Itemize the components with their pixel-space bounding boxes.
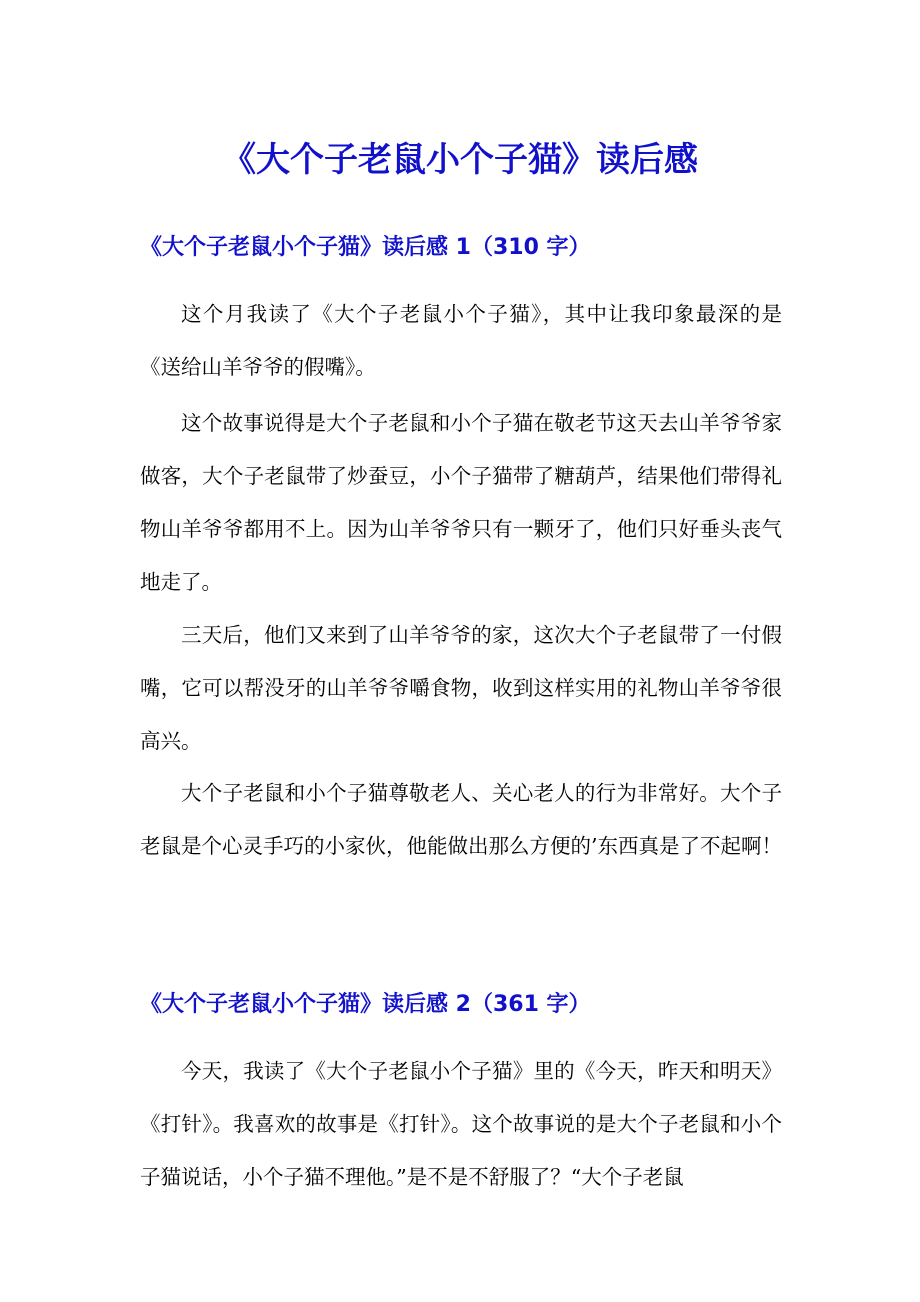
section-2-paragraph-1: 今天，我读了《大个子老鼠小个子猫》里的《今天，昨天和明天》《打针》。我喜欢的故事是《打针》。这个故事说的是大个子老鼠和小个子猫说话，小个子猫不理他。”是不是不舒服了？“大个子老鼠	[140, 1059, 782, 1189]
section-1-paragraph-1: 这个月我读了《大个子老鼠小个子猫》，其中让我印象最深的是《送给山羊爷爷的假嘴》。	[140, 302, 782, 379]
section-heading-1: 《大个子老鼠小个子猫》读后感 1（310 字）	[140, 235, 591, 260]
section-heading-2: 《大个子老鼠小个子猫》读后感 2（361 字）	[140, 992, 591, 1017]
document-title: 《大个子老鼠小个子猫》读后感	[222, 140, 698, 180]
section-1-paragraph-4: 大个子老鼠和小个子猫尊敬老人、关心老人的行为非常好。大个子老鼠是个心灵手巧的小家伙，他能做出那么方便的’东西真是了不起啊！	[140, 781, 783, 858]
section-1-paragraph-3: 三天后，他们又来到了山羊爷爷的家，这次大个子老鼠带了一付假嘴，它可以帮没牙的山羊爷爷嚼食物，收到这样实用的礼物山羊爷爷很高兴。	[140, 623, 782, 753]
section-1-paragraph-2: 这个故事说得是大个子老鼠和小个子猫在敬老节这天去山羊爷爷家做客，大个子老鼠带了炒蚕豆，小个子猫带了糖葫芦，结果他们带得礼物山羊爷爷都用不上。因为山羊爷爷只有一颗牙了，他们只好垂头丧气地走了。	[140, 411, 782, 594]
